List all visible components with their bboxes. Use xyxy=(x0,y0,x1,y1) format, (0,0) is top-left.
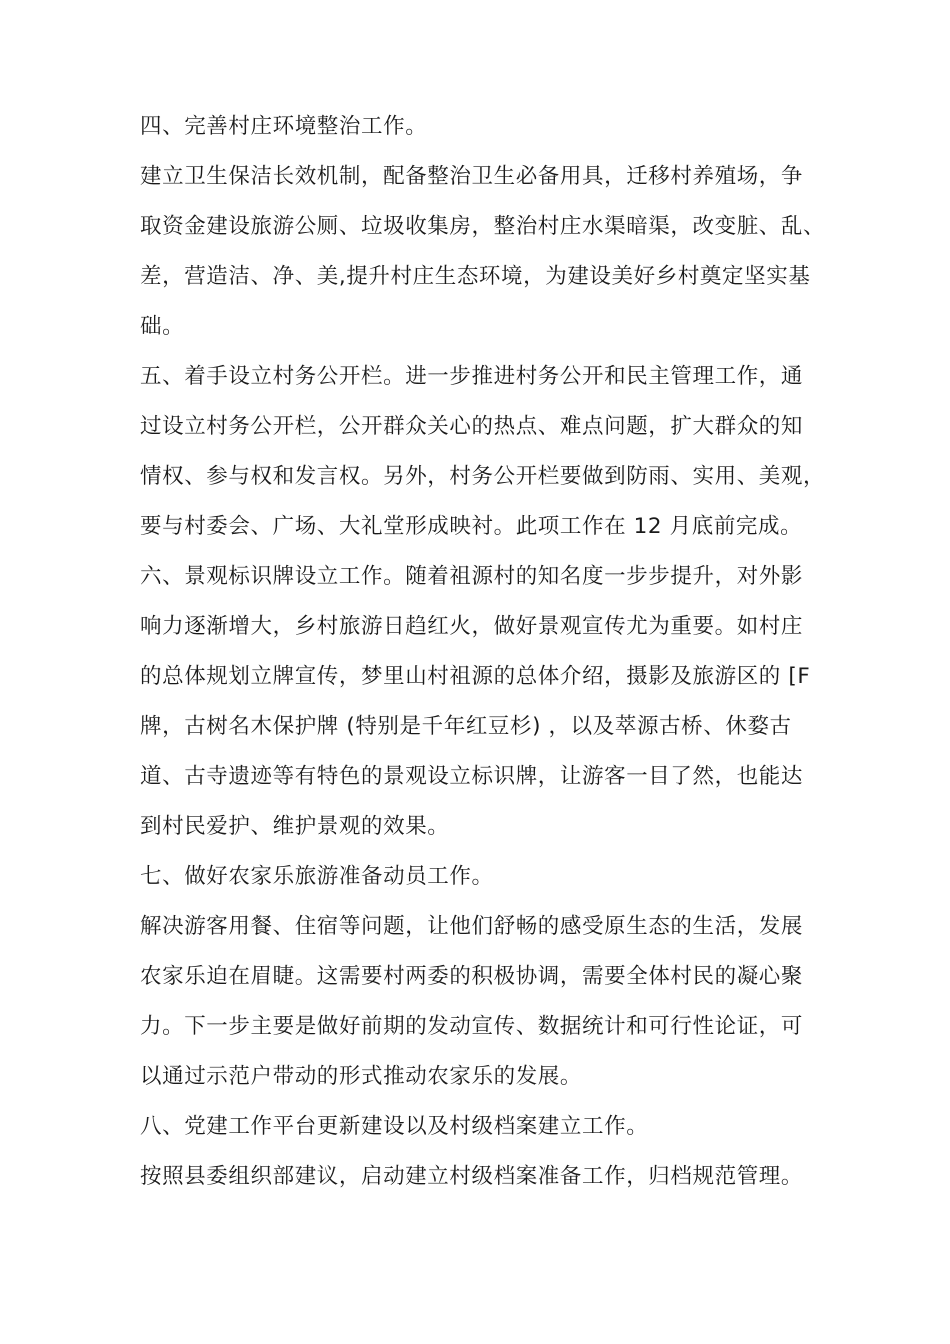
paragraph-line: 过设立村务公开栏，公开群众关心的热点、难点问题，扩大群众的知 xyxy=(140,414,804,439)
paragraph-line: 响力逐渐增大，乡村旅游日趋红火，做好景观宣传尤为重要。如村庄 xyxy=(140,614,804,639)
section-heading-5: 五、着手设立村务公开栏。进一步推进村务公开和民主管理工作，通 xyxy=(140,364,804,389)
section-heading-7: 七、做好农家乐旅游准备动员工作。 xyxy=(140,864,494,889)
paragraph-line: 力。下一步主要是做好前期的发动宣传、数据统计和可行性论证，可 xyxy=(140,1014,804,1039)
paragraph-line: 解决游客用餐、住宿等问题，让他们舒畅的感受原生态的生活，发展 xyxy=(140,914,804,939)
paragraph-line: 牌，古树名木保护牌 (特别是千年红豆杉) ，以及萃源古桥、休婺古 xyxy=(140,714,792,739)
paragraph-line: 的总体规划立牌宣传，梦里山村祖源的总体介绍，摄影及旅游区的 [F xyxy=(140,664,811,689)
section-heading-6: 六、景观标识牌设立工作。随着祖源村的知名度一步步提升，对外影 xyxy=(140,564,804,589)
paragraph-line: 要与村委会、广场、大礼堂形成映衬。此项工作在 12 月底前完成。 xyxy=(140,514,803,539)
paragraph-line: 建立卫生保洁长效机制，配备整治卫生必备用具，迁移村养殖场，争 xyxy=(140,164,804,189)
paragraph-line: 农家乐迫在眉睫。这需要村两委的积极协调，需要全体村民的凝心聚 xyxy=(140,964,804,989)
paragraph-line: 道、古寺遗迹等有特色的景观设立标识牌，让游客一目了然，也能达 xyxy=(140,764,804,789)
section-heading-8: 八、党建工作平台更新建设以及村级档案建立工作。 xyxy=(140,1114,649,1139)
section-heading-4: 四、完善村庄环境整治工作。 xyxy=(140,114,428,139)
paragraph-line: 取资金建设旅游公厕、垃圾收集房，整治村庄水渠暗渠，改变脏、乱、 xyxy=(140,214,826,239)
paragraph-line: 情权、参与权和发言权。另外，村务公开栏要做到防雨、实用、美观， xyxy=(140,464,826,489)
paragraph-line: 以通过示范户带动的形式推动农家乐的发展。 xyxy=(140,1064,583,1089)
paragraph-line: 按照县委组织部建议，启动建立村级档案准备工作，归档规范管理。 xyxy=(140,1164,804,1189)
document-body xyxy=(140,108,830,1208)
paragraph-line: 到村民爱护、维护景观的效果。 xyxy=(140,814,450,839)
paragraph-line: 差，营造洁、净、美,提升村庄生态环境，为建设美好乡村奠定坚实基 xyxy=(140,264,811,289)
paragraph-line: 础。 xyxy=(140,314,185,339)
